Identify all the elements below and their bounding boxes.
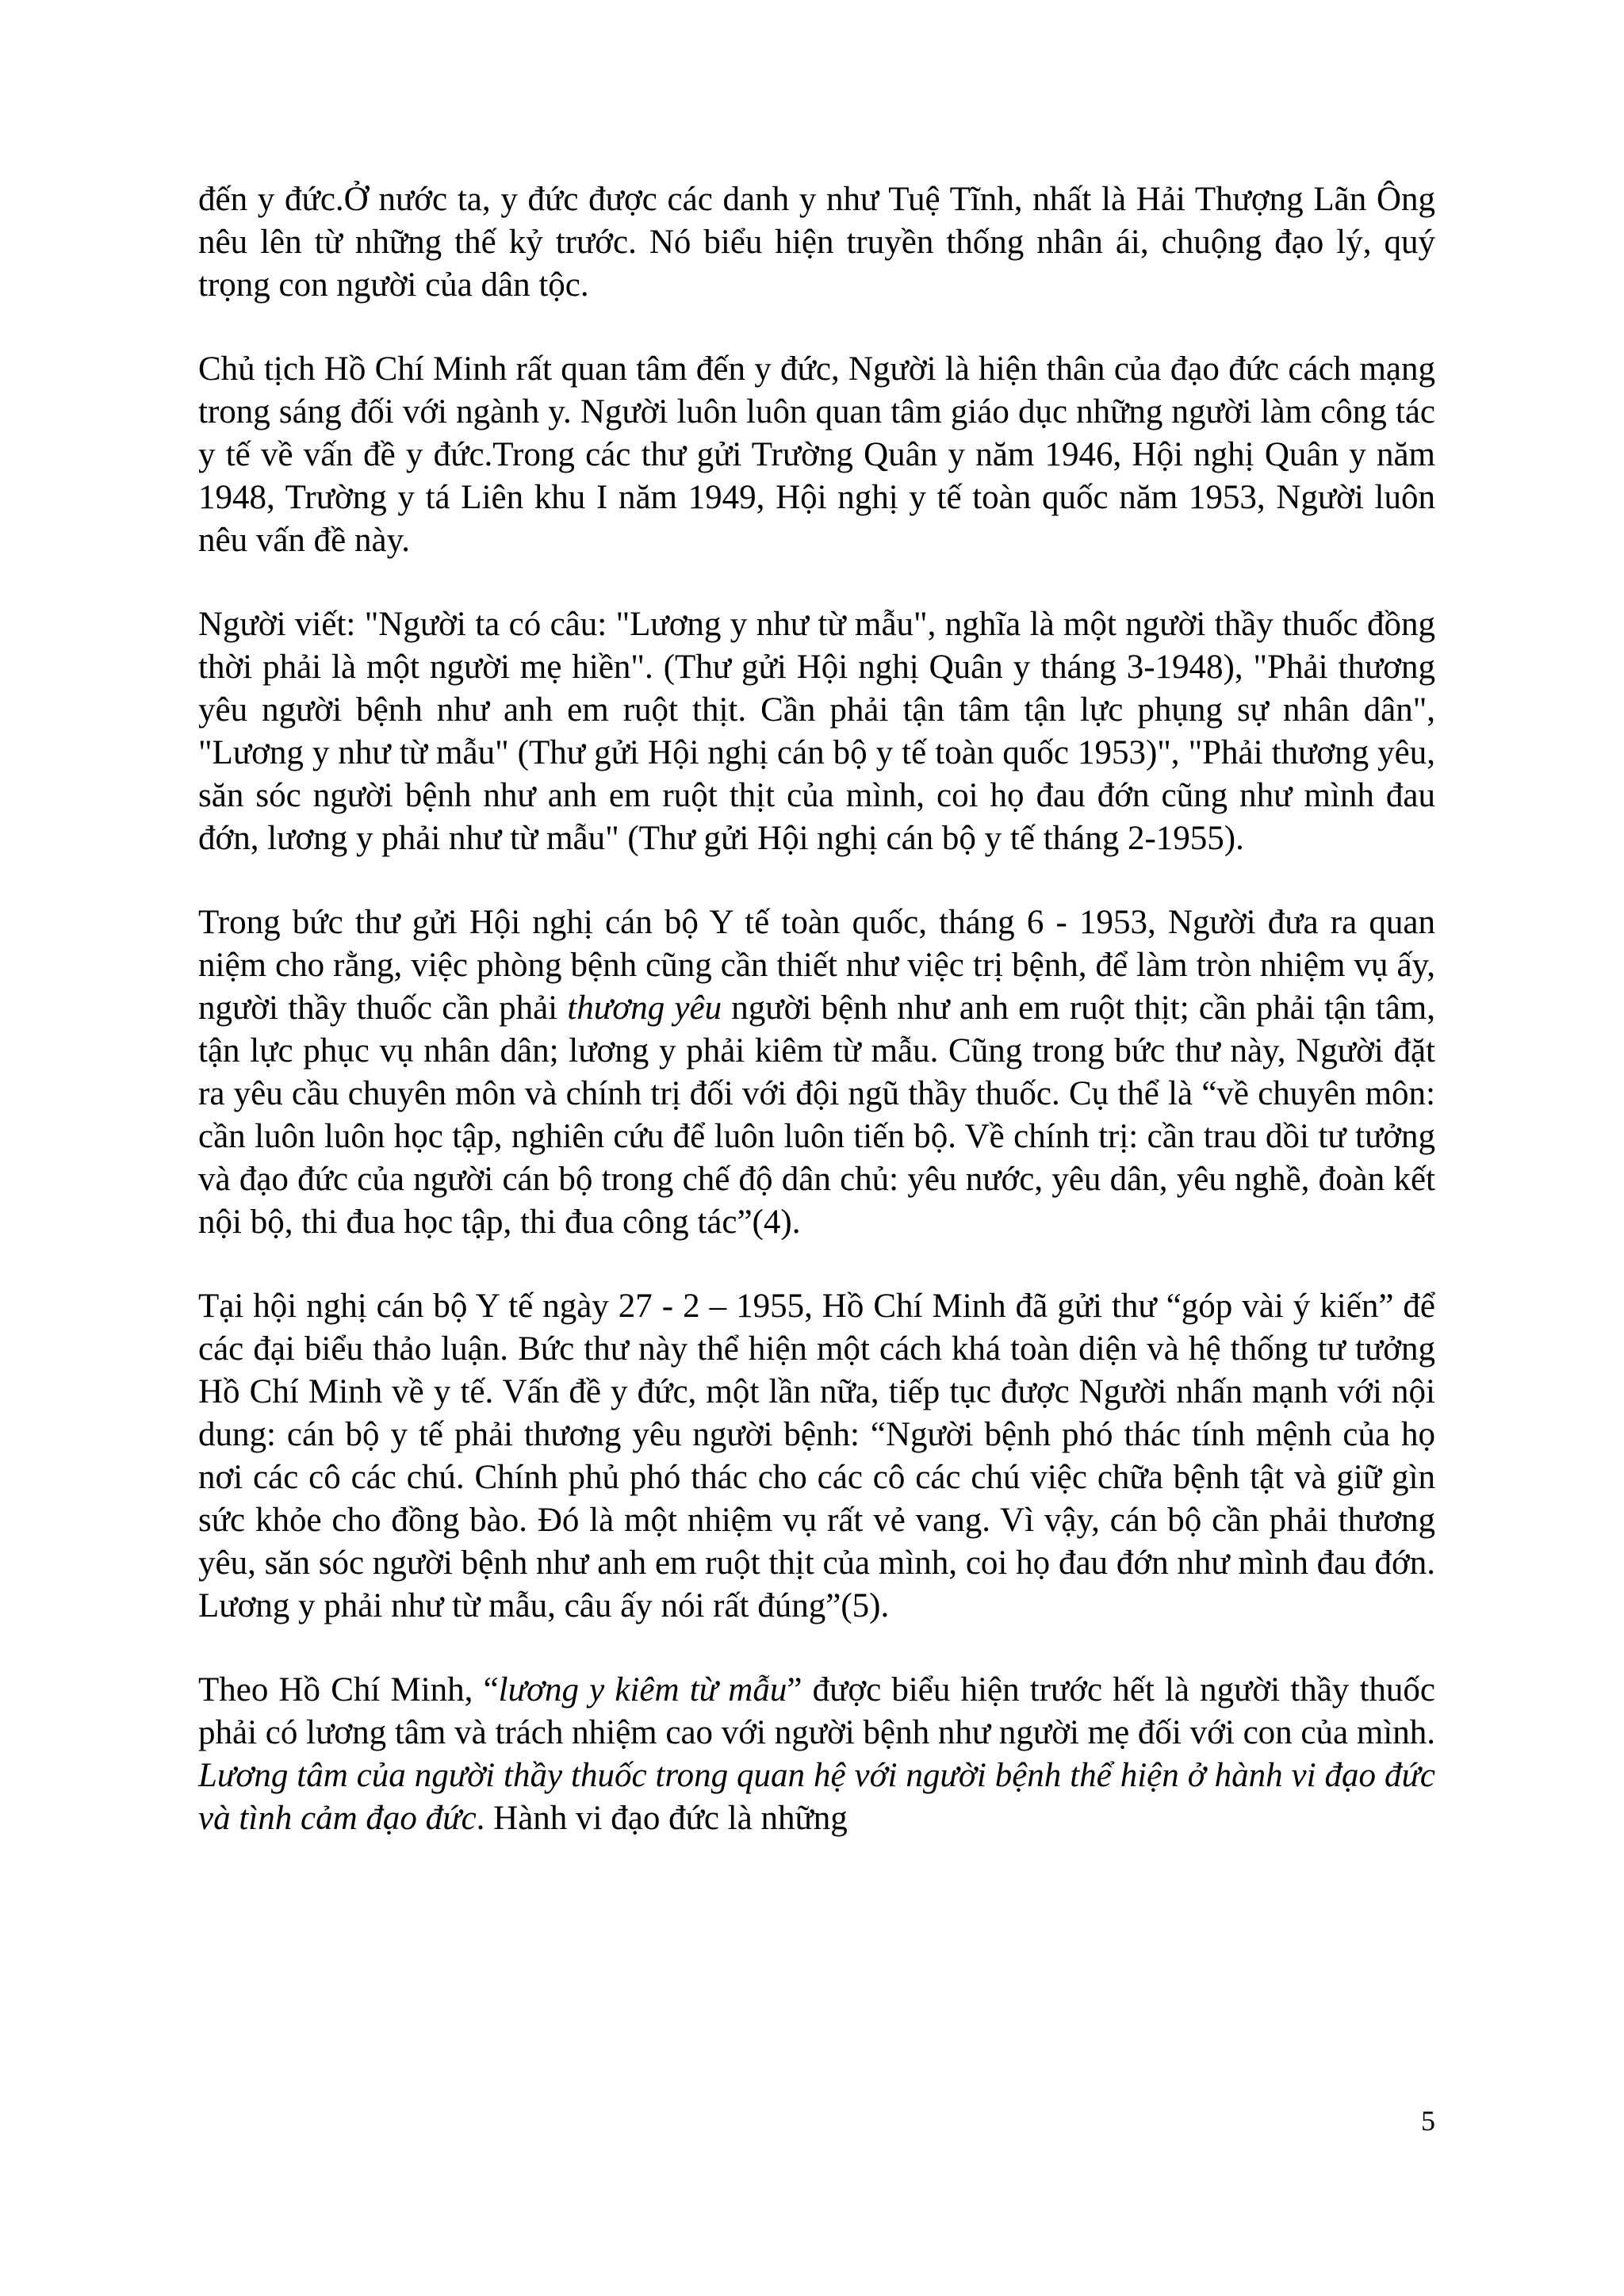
paragraph-4-text-a: Trong bức thư gửi Hội nghị cán bộ Y tế toàn quốc, tháng 6 - 1953, Người đưa ra quan niệm cho rằng, việc phòng bệnh cũng cần thiết như việc trị bệnh, để làm tròn nhiệm vụ ấy, người thầy thuốc cần phải	[198, 904, 1435, 1027]
paragraph-1	[198, 178, 1435, 307]
paragraph-1-text: đến y đức.Ở nước ta, y đức được các danh y như Tuệ Tĩnh, nhất là Hải Thượng Lãn Ông nêu lên từ những thế kỷ trước. Nó biểu hiện truyền thống nhân ái, chuộng đạo lý, quý trọng con người của dân tộc.	[198, 181, 1435, 304]
paragraph-6-italic-sentence: Lương tâm của người thầy thuốc trong quan hệ với người bệnh thể hiện ở hành vi đạo đức và tình cảm đạo đức	[198, 1757, 1435, 1837]
paragraph-3	[198, 603, 1435, 860]
paragraph-5-text: Tại hội nghị cán bộ Y tế ngày 27 - 2 – 1955, Hồ Chí Minh đã gửi thư “góp vài ý kiến” để các đại biểu thảo luận. Bức thư này thể hiện một cách khá toàn diện và hệ thống tư tưởng Hồ Chí Minh về y tế. Vấn đề y đức, một lần nữa, tiếp tục được Người nhấn mạnh với nội dung: cán bộ y tế phải thương yêu người bệnh: “Người bệnh phó thác tính mệnh của họ nơi các cô các chú. Chính phủ phó thác cho các cô các chú việc chữa bệnh tật và giữ gìn sức khỏe cho đồng bào. Đó là một nhiệm vụ rất vẻ vang. Vì vậy, cán bộ cần phải thương yêu, săn sóc người bệnh như anh em ruột thịt của mình, coi họ đau đớn như mình đau đớn. Lương y phải như từ mẫu, câu ấy nói rất đúng”(5).	[198, 1288, 1435, 1624]
paragraph-2	[198, 348, 1435, 562]
paragraph-5	[198, 1285, 1435, 1628]
paragraph-3-text: Người viết: "Người ta có câu: "Lương y như từ mẫu", nghĩa là một người thầy thuốc đồng thời phải là một người mẹ hiền". (Thư gửi Hội nghị Quân y tháng 3-1948), "Phải thương yêu người bệnh như anh em ruột thịt. Cần phải tận tâm tận lực phụng sự nhân dân", "Lương y như từ mẫu" (Thư gửi Hội nghị cán bộ y tế toàn quốc 1953)", "Phải thương yêu, săn sóc người bệnh như anh em ruột thịt của mình, coi họ đau đớn cũng như mình đau đớn, lương y phải như từ mẫu" (Thư gửi Hội nghị cán bộ y tế tháng 2-1955).	[198, 606, 1435, 857]
paragraph-6-text-a: Theo Hồ Chí Minh, “	[198, 1671, 499, 1709]
paragraph-2-text: Chủ tịch Hồ Chí Minh rất quan tâm đến y đức, Người là hiện thân của đạo đức cách mạng trong sáng đối với ngành y. Người luôn luôn quan tâm giáo dục những người làm công tác y tế về vấn đề y đức.Trong các thư gửi Trường Quân y năm 1946, Hội nghị Quân y năm 1948, Trường y tá Liên khu I năm 1949, Hội nghị y tế toàn quốc năm 1953, Người luôn nêu vấn đề này.	[198, 350, 1435, 559]
paragraph-6-text-c: . Hành vi đạo đức là những	[476, 1800, 848, 1837]
page-number: 5	[1421, 2105, 1435, 2137]
paragraph-6-text-b: ” được biểu hiện trước hết là người thầy thuốc phải có lương tâm và trách nhiệm cao với người bệnh như người mẹ đối với con của mình.	[198, 1671, 1435, 1751]
paragraph-4	[198, 901, 1435, 1244]
paragraph-4-italic-thuong-yeu: thương yêu	[567, 989, 722, 1027]
paragraph-6	[198, 1669, 1435, 1840]
paragraph-6-italic-quote: lương y kiêm từ mẫu	[498, 1671, 787, 1709]
document-page	[198, 178, 1435, 1881]
paragraph-4-text-b: người bệnh như anh em ruột thịt; cần phải tận tâm, tận lực phục vụ nhân dân; lương y phải kiêm từ mẫu. Cũng trong bức thư này, Người đặt ra yêu cầu chuyên môn và chính trị đối với đội ngũ thầy thuốc. Cụ thể là “về chuyên môn: cần luôn luôn học tập, nghiên cứu để luôn luôn tiến bộ. Về chính trị: cần trau dồi tư tưởng và đạo đức của người cán bộ trong chế độ dân chủ: yêu nước, yêu dân, yêu nghề, đoàn kết nội bộ, thi đua học tập, thi đua công tác”(4).	[198, 989, 1435, 1241]
